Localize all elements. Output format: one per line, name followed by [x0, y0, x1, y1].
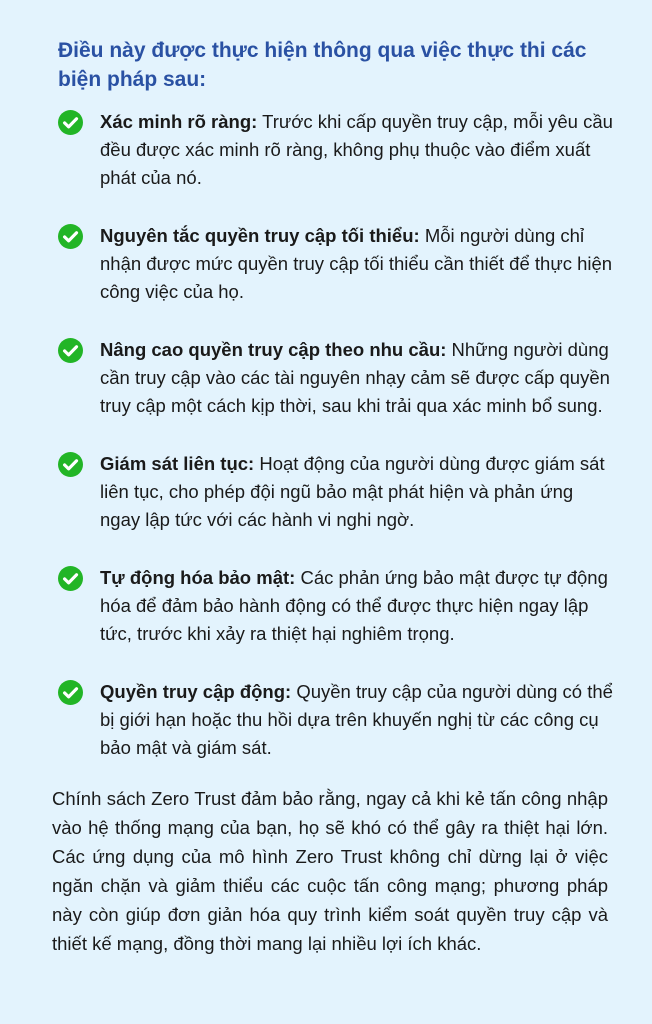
item-title: Nâng cao quyền truy cập theo nhu cầu:	[100, 339, 447, 360]
summary-paragraph: Chính sách Zero Trust đảm bảo rằng, ngay cả khi kẻ tấn công nhập vào hệ thống mạng của bạn, họ sẽ khó có thể gây ra thiệt hại lớn. Các ứng dụng của mô hình Zero Trust không chỉ dừng lại ở việc ngăn chặn và giảm thiểu các cuộc tấn công mạng; phương pháp này còn giúp đơn giản hóa quy trình kiểm soát quyền truy cập và thiết kế mạng, đồng thời mang lại nhiều lợi ích khác.	[52, 788, 608, 954]
item-text: Trước khi cấp quyền truy cập, mỗi yêu cầu đều được xác minh rõ ràng, không phụ thuộc vào điểm xuất phát của nó.	[100, 111, 613, 188]
item-title: Quyền truy cập động:	[100, 681, 292, 702]
section-heading: Điều này được thực hiện thông qua việc thực thi các biện pháp sau:	[58, 39, 587, 91]
check-circle-icon	[58, 338, 83, 363]
measures-list	[58, 108, 616, 762]
item-title: Nguyên tắc quyền truy cập tối thiểu:	[100, 225, 420, 246]
item-text: Hoạt động của người dùng được giám sát liên tục, cho phép đội ngũ bảo mật phát hiện và phản ứng ngay lập tức với các hành vi nghi ngờ.	[100, 453, 605, 530]
list-item	[58, 336, 616, 420]
check-circle-icon	[58, 224, 83, 249]
check-circle-icon	[58, 110, 83, 135]
item-title: Xác minh rõ ràng:	[100, 111, 258, 132]
list-item	[58, 564, 616, 648]
list-item	[58, 108, 616, 192]
item-text: Các phản ứng bảo mật được tự động hóa để đảm bảo hành động có thể được thực hiện ngay lập tức, trước khi xảy ra thiệt hại nghiêm trọng.	[100, 567, 608, 644]
list-item	[58, 678, 616, 762]
list-item	[58, 450, 616, 534]
check-circle-icon	[58, 566, 83, 591]
item-text: Mỗi người dùng chỉ nhận được mức quyền truy cập tối thiểu cần thiết để thực hiện công việc của họ.	[100, 225, 613, 302]
item-text: Quyền truy cập của người dùng có thể bị giới hạn hoặc thu hồi dựa trên khuyến nghị từ các công cụ bảo mật và giám sát.	[100, 681, 613, 758]
list-item	[58, 222, 616, 306]
check-circle-icon	[58, 680, 83, 705]
check-circle-icon	[58, 452, 83, 477]
item-title: Tự động hóa bảo mật:	[100, 567, 296, 588]
item-text: Những người dùng cần truy cập vào các tài nguyên nhạy cảm sẽ được cấp quyền truy cập một cách kịp thời, sau khi trải qua xác minh bổ sung.	[100, 339, 610, 416]
item-title: Giám sát liên tục:	[100, 453, 255, 474]
